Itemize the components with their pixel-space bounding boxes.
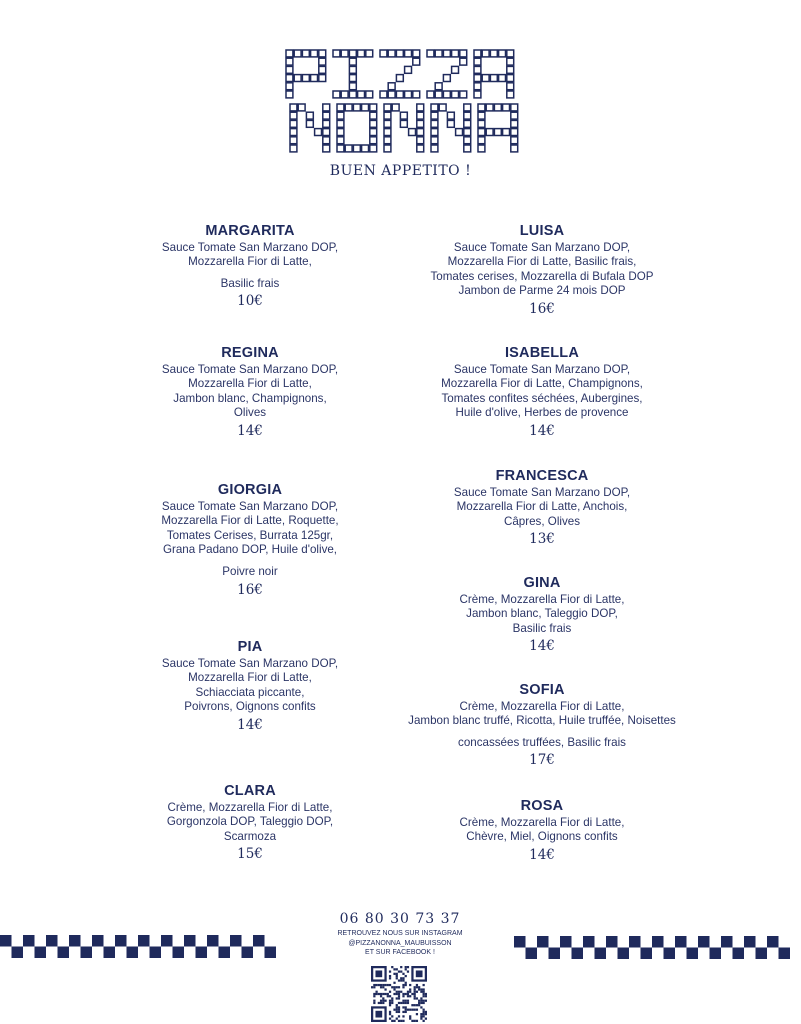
checker-square [618, 948, 630, 960]
pizza-ingredients [392, 363, 692, 421]
ingredient-line: Jambon blanc truffé, Ricotta, Huile truffée, Noisettes [408, 714, 676, 728]
pizza-ingredients [100, 363, 400, 421]
checker-square [733, 948, 745, 960]
checker-square [572, 948, 584, 960]
pizza-ingredients [100, 241, 400, 292]
checker-square [560, 936, 572, 948]
ingredient-line: Sauce Tomate San Marzano DOP, [453, 240, 631, 254]
instagram-handle: @PIZZANONNA_MAUBUISSON [348, 939, 452, 947]
ingredient-line: Sauce Tomate San Marzano DOP, [453, 485, 631, 499]
checker-square [219, 947, 231, 959]
checker-square [641, 948, 653, 960]
checker-square [150, 947, 162, 959]
ingredient-line: Mozzarella Fior di Latte, Basilic frais, [447, 255, 637, 269]
checker-square [583, 936, 595, 948]
pizza-price: 14€ [529, 422, 555, 439]
logo-letter-o [337, 104, 377, 152]
ingredient-line: Câpres, Olives [503, 514, 581, 528]
ingredient-line: Tomates confites séchées, Aubergines, [441, 391, 643, 405]
menu-item-rosa [392, 799, 692, 862]
pizza-price: 14€ [237, 422, 263, 439]
ingredient-line: Crème, Mozzarella Fior di Latte, [459, 592, 625, 606]
tagline: BUEN APPETITO ! [329, 163, 472, 179]
pizza-ingredients [392, 486, 692, 530]
checker-square [664, 948, 676, 960]
ingredient-line: Crème, Mozzarella Fior di Latte, [459, 815, 625, 829]
ingredient-line: Mozzarella Fior di Latte, [188, 377, 312, 391]
checkered-border-right [514, 936, 801, 960]
phone-number: 06 80 30 73 37 [339, 911, 461, 927]
checker-square [537, 936, 549, 948]
menu-item-pia [100, 640, 400, 733]
checker-square [253, 935, 265, 947]
pizza-price: 13€ [529, 531, 555, 548]
checker-square [115, 935, 127, 947]
ingredient-line: Mozzarella Fior di Latte, Anchois, [456, 500, 628, 514]
checker-square [0, 935, 12, 947]
ingredient-line: Jambon de Parme 24 mois DOP [458, 284, 626, 298]
checker-square [104, 947, 116, 959]
checkered-border-left [0, 935, 286, 959]
pizza-price: 17€ [529, 752, 555, 769]
ingredient-line: Crème, Mozzarella Fior di Latte, [167, 800, 333, 814]
menu-item-clara [100, 784, 400, 862]
checker-square [687, 948, 699, 960]
pizza-ingredients [392, 241, 692, 299]
menu-item-margarita [100, 224, 400, 309]
checker-square [81, 947, 93, 959]
pizza-price: 16€ [237, 581, 263, 598]
ingredient-line: concassées truffées, Basilic frais [458, 735, 626, 749]
checker-square [675, 936, 687, 948]
checker-square [549, 948, 561, 960]
ingredient-line: Basilic frais [512, 621, 572, 635]
pizza-name: PIA [237, 639, 263, 655]
checker-square [767, 936, 779, 948]
checker-square [161, 935, 173, 947]
menu-item-regina [100, 346, 400, 439]
checker-square [207, 935, 219, 947]
checker-square [606, 936, 618, 948]
ingredient-line: Chèvre, Miel, Oignons confits [466, 830, 618, 844]
checker-square [756, 948, 768, 960]
pizza-name: REGINA [221, 345, 279, 361]
pizza-name: GINA [523, 575, 561, 591]
pizza-price: 15€ [237, 846, 263, 863]
logo-letter-i [333, 50, 373, 98]
pizza-nonna-logo [0, 0, 801, 160]
ingredient-line: Olives [233, 406, 267, 420]
menu-item-luisa [392, 224, 692, 317]
checker-square [173, 947, 185, 959]
menu-item-giorgia [100, 483, 400, 597]
logo-letter-p [286, 50, 326, 98]
pizza-ingredients [100, 500, 400, 580]
pizza-ingredients [392, 593, 692, 637]
ingredient-line: Mozzarella Fior di Latte, [188, 671, 312, 685]
ingredient-line: Scarmoza [223, 829, 277, 843]
ingredient-line: Jambon blanc, Taleggio DOP, [466, 607, 618, 621]
menu-item-gina [392, 576, 692, 654]
pizza-ingredients [392, 816, 692, 845]
ingredient-line: Sauce Tomate San Marzano DOP, [453, 362, 631, 376]
pizza-name: FRANCESCA [495, 468, 589, 484]
checker-square [595, 948, 607, 960]
ingredient-line: Mozzarella Fior di Latte, [188, 255, 312, 269]
social-line: ET SUR FACEBOOK ! [365, 949, 435, 956]
checker-square [184, 935, 196, 947]
checker-square [58, 947, 70, 959]
menu-item-isabella [392, 346, 692, 439]
pizza-name: CLARA [224, 783, 276, 799]
ingredient-line: Sauce Tomate San Marzano DOP, [161, 656, 339, 670]
checker-square [35, 947, 47, 959]
checker-square [230, 935, 242, 947]
ingredient-line: Crème, Mozzarella Fior di Latte, [459, 699, 625, 713]
checker-square [23, 935, 35, 947]
ingredient-line: Grana Padano DOP, Huile d'olive, [162, 543, 338, 557]
logo-letter-n [290, 104, 330, 152]
checker-square [710, 948, 722, 960]
logo-letter-z [427, 50, 467, 98]
checker-square [779, 948, 791, 960]
logo-letter-n [384, 104, 424, 152]
pizza-ingredients [392, 700, 692, 751]
pizza-price: 14€ [529, 638, 555, 655]
pizza-name: SOFIA [519, 682, 565, 698]
ingredient-line: Poivre noir [222, 564, 278, 578]
ingredient-line: Huile d'olive, Herbes de provence [455, 406, 629, 420]
pizza-price: 14€ [529, 846, 555, 863]
checker-square [138, 935, 150, 947]
social-info [300, 929, 500, 958]
checker-square [46, 935, 58, 947]
qr-code-icon [371, 966, 427, 1022]
checker-square [127, 947, 139, 959]
ingredient-line: Tomates Cerises, Burrata 125gr, [166, 528, 334, 542]
ingredient-line: Basilic frais [220, 276, 280, 290]
checker-square [629, 936, 641, 948]
ingredient-line: Tomates cerises, Mozzarella di Bufala DOP [430, 269, 654, 283]
pizza-ingredients [100, 801, 400, 845]
ingredient-line: Sauce Tomate San Marzano DOP, [161, 499, 339, 513]
pizza-name: MARGARITA [205, 223, 295, 239]
pizza-ingredients [100, 657, 400, 715]
ingredient-line: Mozzarella Fior di Latte, Roquette, [161, 514, 339, 528]
logo-letter-z [380, 50, 420, 98]
ingredient-line: Sauce Tomate San Marzano DOP, [161, 362, 339, 376]
ingredient-line: Jambon blanc, Champignons, [173, 391, 327, 405]
checker-square [69, 935, 81, 947]
menu-item-sofia [392, 683, 692, 768]
menu-item-francesca [392, 469, 692, 547]
checker-square [242, 947, 254, 959]
checker-square [196, 947, 208, 959]
pizza-name: LUISA [519, 223, 565, 239]
checker-square [265, 947, 277, 959]
checker-square [92, 935, 104, 947]
ingredient-line: Gorgonzola DOP, Taleggio DOP, [166, 815, 334, 829]
ingredient-line: Mozzarella Fior di Latte, Champignons, [441, 377, 643, 391]
pizza-price: 16€ [529, 300, 555, 317]
checker-square [12, 947, 24, 959]
pizza-price: 10€ [237, 293, 263, 310]
pizza-name: ROSA [520, 798, 564, 814]
pizza-price: 14€ [237, 716, 263, 733]
social-line: RETROUVEZ NOUS SUR INSTAGRAM [337, 930, 463, 937]
logo-letter-n [431, 104, 471, 152]
ingredient-line: Schiacciata piccante, [195, 685, 305, 699]
ingredient-line: Sauce Tomate San Marzano DOP, [161, 240, 339, 254]
checker-square [721, 936, 733, 948]
checker-square [514, 936, 526, 948]
pizza-name: GIORGIA [217, 482, 283, 498]
logo-letter-a [474, 50, 514, 98]
checker-square [744, 936, 756, 948]
checker-square [698, 936, 710, 948]
logo-letter-a [478, 104, 518, 152]
checker-square [652, 936, 664, 948]
ingredient-line: Poivrons, Oignons confits [184, 700, 316, 714]
pizza-name: ISABELLA [504, 345, 580, 361]
checker-square [526, 948, 538, 960]
